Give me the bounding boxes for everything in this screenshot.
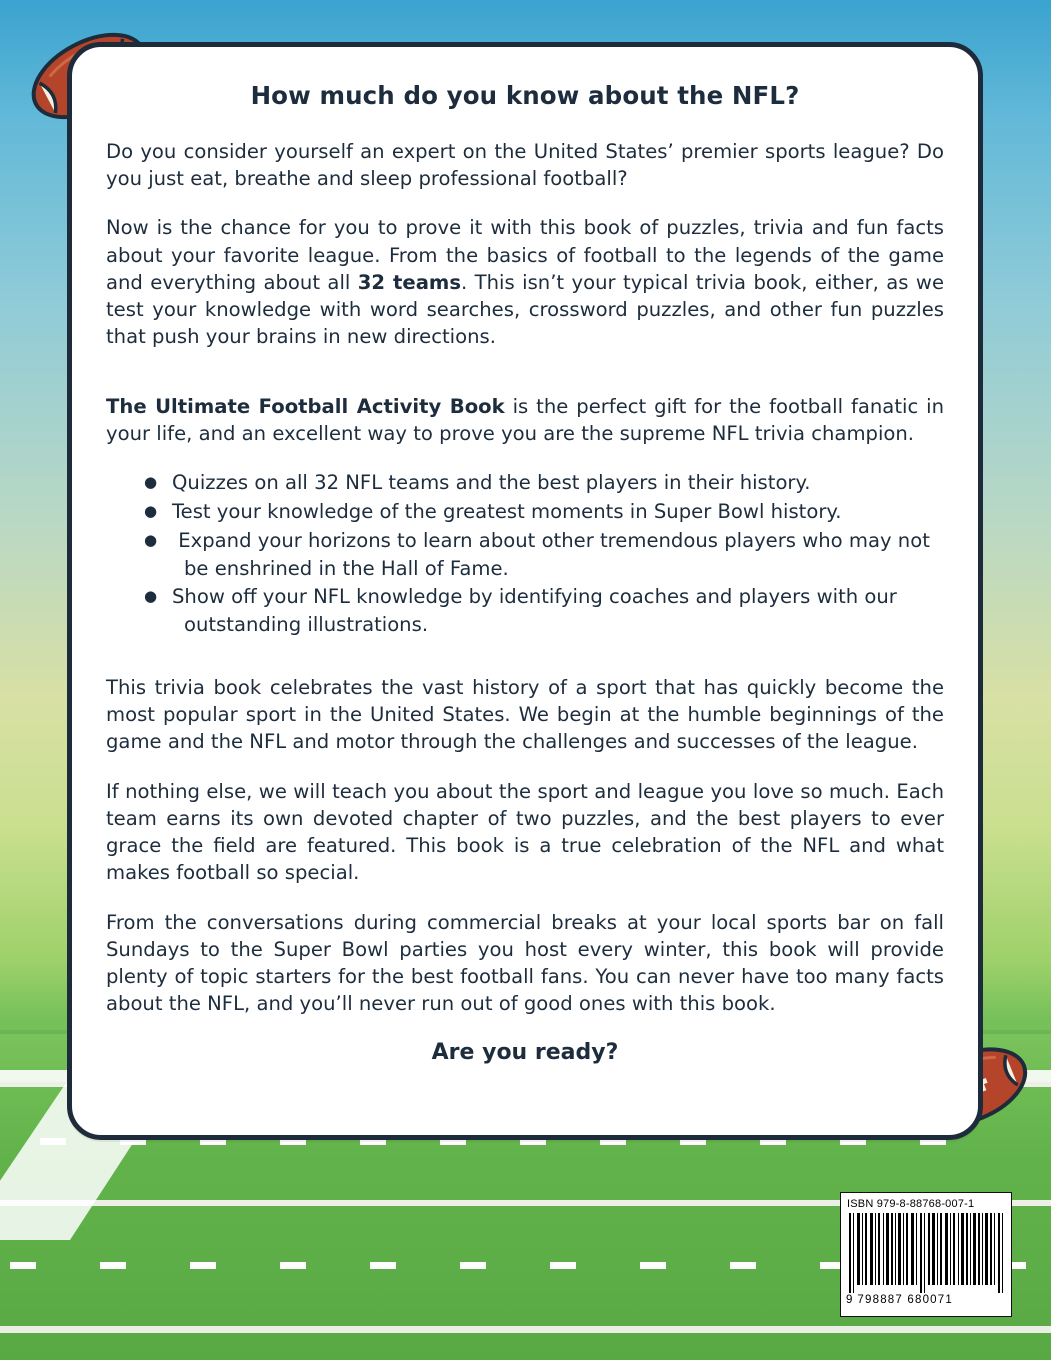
- closing-call-to-action: Are you ready?: [431, 1039, 619, 1065]
- barcode-number: [846, 1294, 1006, 1306]
- book-title-bold: The Ultimate Football Activity Book: [106, 394, 505, 418]
- barcode-image: [846, 1213, 1008, 1293]
- field-yard-line: [0, 1326, 1051, 1333]
- book-title-rest: is the perfect gift for the football fanatic in your life, and an excellent way to prove you are the supreme NFL trivia champion.: [106, 394, 945, 445]
- book-title-paragraph: [106, 393, 944, 447]
- conversations-paragraph: From the conversations during commercial breaks at your local sports bar on fall Sundays to the Super Bowl parties you host every winter, this book will provide plenty of topic starters for the best football fans. You can never have too many facts about the NFL, and you’ll never run out of good ones with this book.: [106, 910, 944, 1016]
- history-paragraph: This trivia book celebrates the vast history of a sport that has quickly become the most popular sport in the United States. We begin at the humble beginnings of the game and the NFL and motor through the challenges and successes of the league.: [106, 675, 944, 754]
- description-part-1: Now is the chance for you to prove it with this book of puzzles, trivia and fun facts about your favorite league. From the basics of football to the legends of the game and everything about all: [106, 216, 944, 294]
- back-cover-text-card: [67, 42, 983, 1140]
- page-title: How much do you know about the NFL?: [250, 81, 800, 110]
- list-item: ● Show off your NFL knowledge by identifying coaches and players with our outstanding illustrations.: [144, 585, 897, 637]
- list-item: ● Test your knowledge of the greatest moments in Super Bowl history.: [144, 499, 842, 523]
- isbn-label: ISBN 979-8-88768-007-1: [847, 1198, 975, 1210]
- barcode-number-lead: 9: [846, 1294, 853, 1306]
- list-item: ● Quizzes on all 32 NFL teams and the best players in their history.: [144, 471, 811, 495]
- teams-count-highlight: 32 teams: [357, 270, 462, 294]
- feature-list: [106, 469, 944, 639]
- list-item: ● Expand your horizons to learn about other tremendous players who may not be enshrined in the Hall of Fame.: [144, 528, 930, 580]
- chapters-paragraph: If nothing else, we will teach you about the sport and league you love so much. Each team earns its own devoted chapter of two puzzles, and the best players to ever grace the field are featured. This book is a true celebration of the NFL and what makes football so special.: [106, 779, 944, 885]
- list-item-label: Quizzes on all 32 NFL teams and the best players in their history.: [172, 471, 811, 495]
- intro-paragraph: Do you consider yourself an expert on the United States’ premier sports league? Do you just eat, breathe and sleep professional football?: [106, 140, 944, 191]
- barcode-number-main: 798887 680071: [857, 1294, 953, 1306]
- list-item-label: Test your knowledge of the greatest moments in Super Bowl history.: [172, 499, 842, 523]
- barcode-block: [840, 1192, 1012, 1317]
- list-item-label: Expand your horizons to learn about other tremendous players who may not be enshrined in the Hall of Fame.: [172, 528, 930, 580]
- description-part-2: . This isn’t your typical trivia book, either, as we test your knowledge with word searches, crossword puzzles, and other fun puzzles that push your brains in new directions.: [106, 270, 944, 349]
- description-paragraph: [106, 214, 944, 350]
- list-item-label: Show off your NFL knowledge by identifying coaches and players with our outstanding illustrations.: [172, 585, 897, 637]
